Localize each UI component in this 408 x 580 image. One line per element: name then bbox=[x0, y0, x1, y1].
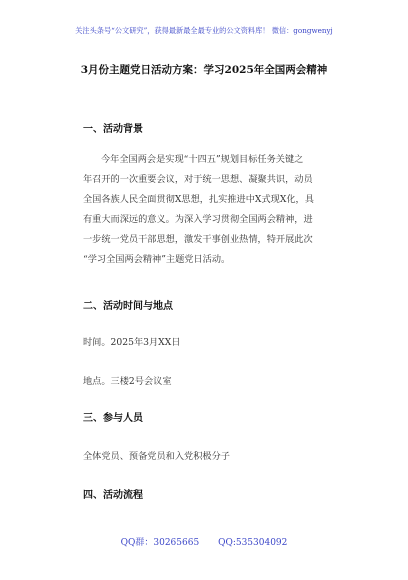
footer-qq-number[interactable]: QQ:535304092 bbox=[218, 538, 288, 548]
paragraph-line: 有重大而深远的意义。为深入学习贯彻全国两会精神，进 bbox=[83, 214, 313, 225]
section-heading-participants: 三、参与人员 bbox=[83, 413, 143, 424]
section-heading-time-place: 二、活动时间与地点 bbox=[83, 301, 173, 312]
background-paragraph bbox=[83, 150, 353, 270]
paragraph-line: 今年全国两会是实现“十四五”规划目标任务关键之 bbox=[101, 154, 304, 165]
participants-text: 全体党员、预备党员和入党积极分子 bbox=[83, 451, 230, 462]
paragraph-line: 一步统一党员干部思想，激发干事创业热情，特开展此次 bbox=[83, 234, 313, 245]
footer-contact bbox=[0, 535, 408, 548]
paragraph-line: 全国各族人民全面贯彻X思想，扎实推进中X式现X化，具 bbox=[83, 194, 314, 205]
paragraph-line: 年召开的一次重要会议，对于统一思想、凝聚共识，动员 bbox=[83, 174, 313, 185]
event-place: 地点。三楼2号会议室 bbox=[83, 376, 172, 387]
document-title: 3月份主题党日活动方案：学习2025年全国两会精神 bbox=[80, 64, 328, 76]
paragraph-line: “学习全国两会精神”主题党日活动。 bbox=[83, 254, 231, 265]
section-heading-background: 一、活动背景 bbox=[83, 124, 143, 135]
event-time: 时间。2025年3月XX日 bbox=[83, 337, 181, 348]
section-heading-process: 四、活动流程 bbox=[83, 490, 143, 501]
footer-qq-group[interactable]: QQ群：30265665 bbox=[120, 538, 200, 548]
header-banner[interactable]: 关注头条号“公文研究”，获得最新最全最专业的公文资料库！ 微信：gongwenyj bbox=[75, 26, 333, 35]
